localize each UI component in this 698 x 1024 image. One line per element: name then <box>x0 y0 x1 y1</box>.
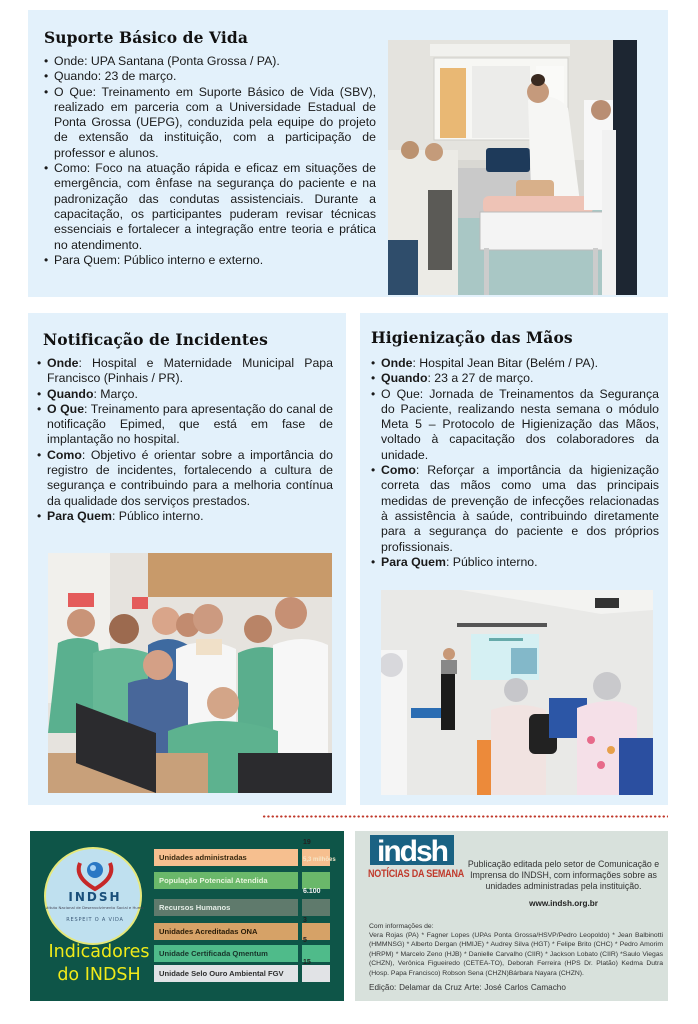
bullet-text: : Hospital e Maternidade Municipal Papa Francisco (Pinhais / PR). <box>47 356 333 386</box>
bullet-label: Como <box>47 447 82 462</box>
bullet-item <box>37 402 333 448</box>
bullet-label: Para Quem <box>381 554 446 569</box>
indicator-label: Unidade Certificada Qmentum <box>154 945 298 962</box>
bullet-text: : Público interno. <box>111 508 204 523</box>
bullet-label: Para Quem <box>47 508 112 523</box>
indicator-value: 6.100 <box>303 888 321 895</box>
indicator-label: Unidades administradas <box>154 849 298 866</box>
contributors-list: Vera Rojas (PA) * Fagner Lopes (UPAs Ponta Grossa/HSVP/Pedro Leopoldo) * Jean Balbinotti (HMMNSG) * Alberto Dergan (HMIJE) * Audrey Silva (HGT) * Felipe Brito (CHC) * Pedro Amorim (HRPM) * Marcelo Zeno (HJB) * Danielle Carvalho (CIIR) * Jackson Lobato (CIIR) *Saulo Viegas (CHZN), Verônica Figueiredo (CETEA-TO), Deborah Ferreira (HPS Dr. Platão) Kedma Dutra (Hosp. Papa Francisco) Robson Sena (CHZN)Bárbara Nayara (CHZN). <box>369 931 663 977</box>
indicator-label: Unidades Acreditadas ONA <box>154 923 298 940</box>
logo-subtitle: Instituto Nacional de Desenvolvimento Social e Humano <box>46 905 144 910</box>
bullet-label: Quando: <box>54 69 102 84</box>
website-link[interactable]: www.indsh.org.br <box>529 899 598 908</box>
publication-description: Publicação editada pelo setor de Comunicação e Imprensa do INDSH, com informações sobre as unidades administradas pela instituição. <box>467 859 660 891</box>
indicators-title-line2: do INDSH <box>57 965 141 985</box>
indsh-logo-graphic <box>46 849 144 947</box>
bullet-list <box>371 356 659 570</box>
bullet-label: Como <box>381 463 416 478</box>
indicator-value: 5 <box>303 937 307 944</box>
brand-subtitle: NOTÍCIAS DA SEMANA <box>368 867 465 880</box>
indicator-value: 19 <box>303 839 311 846</box>
bullet-label: Onde <box>381 356 413 370</box>
contributors-label: Com informações de: <box>369 923 434 930</box>
photo-classroom-presentation <box>381 590 653 795</box>
bullet-item <box>37 509 333 524</box>
bullet-text: : 23 a 27 de março. <box>427 371 534 386</box>
bullet-text: UPA Santana (Ponta Grossa / PA). <box>87 54 280 68</box>
bullet-item <box>44 85 376 161</box>
photo-nursing-team-illustration <box>48 553 332 793</box>
bullet-item <box>371 463 659 555</box>
logo-slogan: RESPEIT O A VIDA <box>66 917 124 923</box>
bullet-text: : Público interno. <box>445 554 538 569</box>
bullet-list <box>37 356 333 524</box>
section-title: Notificação de Incidentes <box>43 330 268 349</box>
indicator-label: População Potencial Atendida <box>154 872 298 889</box>
indicator-value: 3 <box>303 917 307 924</box>
bullet-label: Como: <box>54 161 91 176</box>
indsh-logo <box>44 847 142 945</box>
indicator-value: 15 <box>303 959 311 966</box>
bullet-text: Público interno e externo. <box>120 252 264 267</box>
bullet-text: O Que: Jornada de Treinamentos da Segurança do Paciente, realizando nesta semana o módulo Meta 5 – Protocolo de Higienização das Mãos, voltado à capacitação dos colaboradores da unidade. <box>381 386 659 462</box>
bullet-item <box>44 253 376 268</box>
bullet-text: : Reforçar a importância da higienização correta das mãos como uma das principais medidas de prevenção de infecções relacionadas à assistência à saúde, contribuindo diretamente para a segurança do paciente e dos próprios profissionais. <box>381 463 659 554</box>
photo-classroom-presentation-illustration <box>381 590 653 795</box>
photo-cpr-training-illustration <box>388 40 637 295</box>
bullet-item <box>371 356 659 371</box>
bullet-text: : Hospital Jean Bitar (Belém / PA). <box>412 356 599 370</box>
bullet-text: Treinamento em Suporte Básico de Vida (SBV), realizado em parceria com a Universidade Estadual de Ponta Grossa (UEPG), conduzida pela equipe do projeto de extensão da instituição, com a participação de professor e alunos. <box>54 84 376 160</box>
bullet-label: Quando <box>47 386 94 401</box>
indicators-title <box>38 941 160 987</box>
bullet-item <box>371 555 659 570</box>
bullet-label: Para Quem: <box>54 252 121 267</box>
bullet-text: : Objetivo é orientar sobre a importância do registro de incidentes, fortalecendo a cultura de segurança e contribuindo para a melhoria contínua da qualidade dos serviços prestados. <box>47 447 333 508</box>
indicator-label: Unidade Selo Ouro Ambiental FGV <box>154 965 298 982</box>
indicator-value-box <box>302 965 330 982</box>
indicator-value: 5,3 milhões <box>303 857 336 863</box>
bullet-item <box>37 448 333 509</box>
bullet-item <box>37 387 333 402</box>
bullet-label: Onde <box>47 356 79 370</box>
indsh-brand-logo: indsh <box>370 835 454 865</box>
bullet-text: : Treinamento para apresentação do canal de notificação Epimed, que está em fase de implantação no hospital. <box>47 401 333 447</box>
credits-panel <box>355 831 668 1001</box>
edition-credits: Edição: Delamar da Cruz Arte: José Carlos Camacho <box>369 983 566 992</box>
bullet-text: : Março. <box>93 386 138 401</box>
bullet-item <box>44 161 376 253</box>
bullet-label: O Que: <box>54 84 96 99</box>
bullet-label: O Que <box>47 401 85 416</box>
photo-cpr-training <box>388 40 637 295</box>
section-title: Higienização das Mãos <box>371 328 573 347</box>
bullet-item <box>44 69 376 84</box>
bullet-text: 23 de março. <box>101 69 177 84</box>
section-title: Suporte Básico de Vida <box>44 28 248 47</box>
indicators-panel <box>30 831 344 1001</box>
logo-name: INDSH <box>68 890 122 904</box>
bullet-item <box>37 356 333 387</box>
photo-nursing-team <box>48 553 332 793</box>
indicator-value-box <box>302 899 330 916</box>
bullet-item <box>44 54 376 69</box>
bullet-label: Quando <box>381 371 428 386</box>
bullet-label: Onde: <box>54 54 88 68</box>
indicator-label: Recursos Humanos <box>154 899 298 916</box>
indicators-title-line1: Indicadores <box>48 942 150 962</box>
bullet-list <box>44 54 376 268</box>
bullet-text: Foco na atuação rápida e eficaz em situações de emergência, com ênfase na segurança do paciente e na padronização das condutas assistenciais. Durante a capacitação, os participantes puderam revisar técnicas essenciais e fortalecer a integração entre teoria e prática no atendimento. <box>54 161 376 252</box>
bullet-item <box>371 387 659 463</box>
indicator-value-box <box>302 872 330 889</box>
dotted-separator <box>262 815 668 818</box>
bullet-item <box>371 371 659 386</box>
